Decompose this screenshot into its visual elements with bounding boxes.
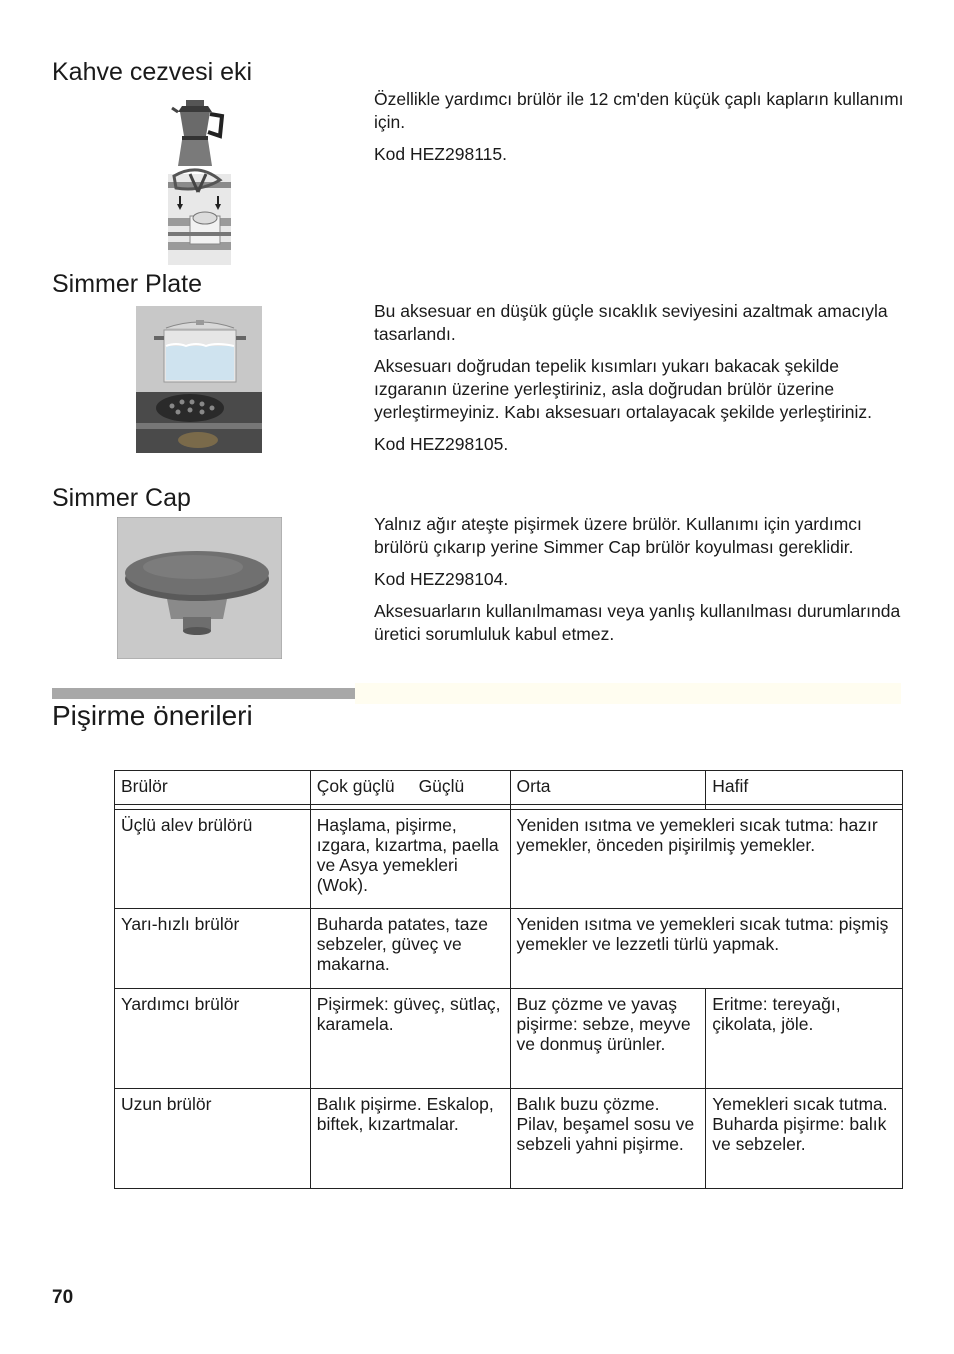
header-medium: Orta — [510, 771, 706, 805]
cell-light: Yemekleri sıcak tutma. Buharda pişirme: balık ve sebzeler. — [706, 1089, 903, 1189]
paragraph: Özellikle yardımcı brülör ile 12 cm'den küçük çaplı kapların kullanımı için. — [374, 89, 904, 132]
section-divider-bar — [52, 688, 355, 699]
paragraph: Kod HEZ298115. — [374, 144, 507, 164]
cell-burner: Uzun brülör — [115, 1089, 311, 1189]
cell-medium-light: Yeniden ısıtma ve yemekleri sıcak tutma: hazır yemekler, önceden pişirilmiş yemekler. — [510, 810, 903, 909]
simmer-cap-illustration — [117, 517, 282, 659]
cell-medium: Balık buzu çözme. Pilav, beşamel sosu ve sebzeli yahni pişirme. — [510, 1089, 706, 1189]
header-very-strong: Çok güçlü — [316, 776, 395, 796]
header-light: Hafif — [706, 771, 903, 805]
page-heading: Pişirme önerileri — [52, 700, 253, 731]
cell-burner: Yardımcı brülör — [115, 989, 311, 1089]
section-title-simmer-cap: Simmer Cap — [52, 484, 191, 512]
table-row — [115, 1089, 903, 1189]
cell-strong: Buharda patates, taze sebzeler, güveç ve makarna. — [310, 909, 510, 989]
section-body-simmer-cap — [374, 513, 914, 655]
cooking-recommendations-table — [114, 770, 903, 1189]
paragraph: Kod HEZ298104. — [374, 569, 509, 589]
section-title-coffee-adapter: Kahve cezvesi eki — [52, 58, 253, 86]
cell-burner: Üçlü alev brülörü — [115, 810, 311, 909]
header-burner: Brülör — [115, 771, 311, 805]
section-title-simmer-plate: Simmer Plate — [52, 270, 203, 298]
paragraph: Aksesuarı doğrudan tepelik kısımları yukarı bakacak şekilde ızgaranın üzerine yerleştiriniz, asla doğrudan brülör üzerine yerleştirmeyiniz. Kabı aksesuarı ortalayacak şekilde yerleştiriniz. — [374, 356, 872, 422]
cell-strong: Balık pişirme. Eskalop, biftek, kızartmalar. — [310, 1089, 510, 1189]
paragraph: Yalnız ağır ateşte pişirmek üzere brülör. Kullanımı için yardımcı brülörü çıkarıp yerine Simmer Cap brülör koyulması gereklidir. — [374, 514, 862, 557]
table-row — [115, 810, 903, 909]
header-strong-label: Güçlü — [418, 776, 465, 796]
simmer-plate-illustration — [136, 306, 262, 453]
cell-light: Eritme: tereyağı, çikolata, jöle. — [706, 989, 903, 1089]
section-divider-band — [355, 683, 901, 704]
table-row — [115, 989, 903, 1089]
paragraph: Kod HEZ298105. — [374, 434, 509, 454]
paragraph: Bu aksesuar en düşük güçle sıcaklık seviyesini azaltmak amacıyla tasarlandı. — [374, 301, 888, 344]
table-row — [115, 909, 903, 989]
cell-burner: Yarı-hızlı brülör — [115, 909, 311, 989]
cell-strong: Pişirmek: güveç, sütlaç, karamela. — [310, 989, 510, 1089]
cell-strong: Haşlama, pişirme, ızgara, kızartma, paella ve Asya yemekleri (Wok). — [310, 810, 510, 909]
page-number: 70 — [52, 1287, 74, 1308]
header-strong — [310, 771, 510, 805]
table-header-row — [115, 771, 903, 805]
section-body-coffee-adapter — [374, 88, 914, 175]
section-body-simmer-plate — [374, 300, 914, 465]
coffee-adapter-illustration — [168, 92, 231, 265]
cell-medium-light: Yeniden ısıtma ve yemekleri sıcak tutma: pişmiş yemekler ve lezzetli türlü yapmak. — [510, 909, 903, 989]
paragraph: Aksesuarların kullanılmaması veya yanlış kullanılması durumlarında üretici sorumluluk kabul etmez. — [374, 601, 901, 644]
cell-medium: Buz çözme ve yavaş pişirme: sebze, meyve ve donmuş ürünler. — [510, 989, 706, 1089]
